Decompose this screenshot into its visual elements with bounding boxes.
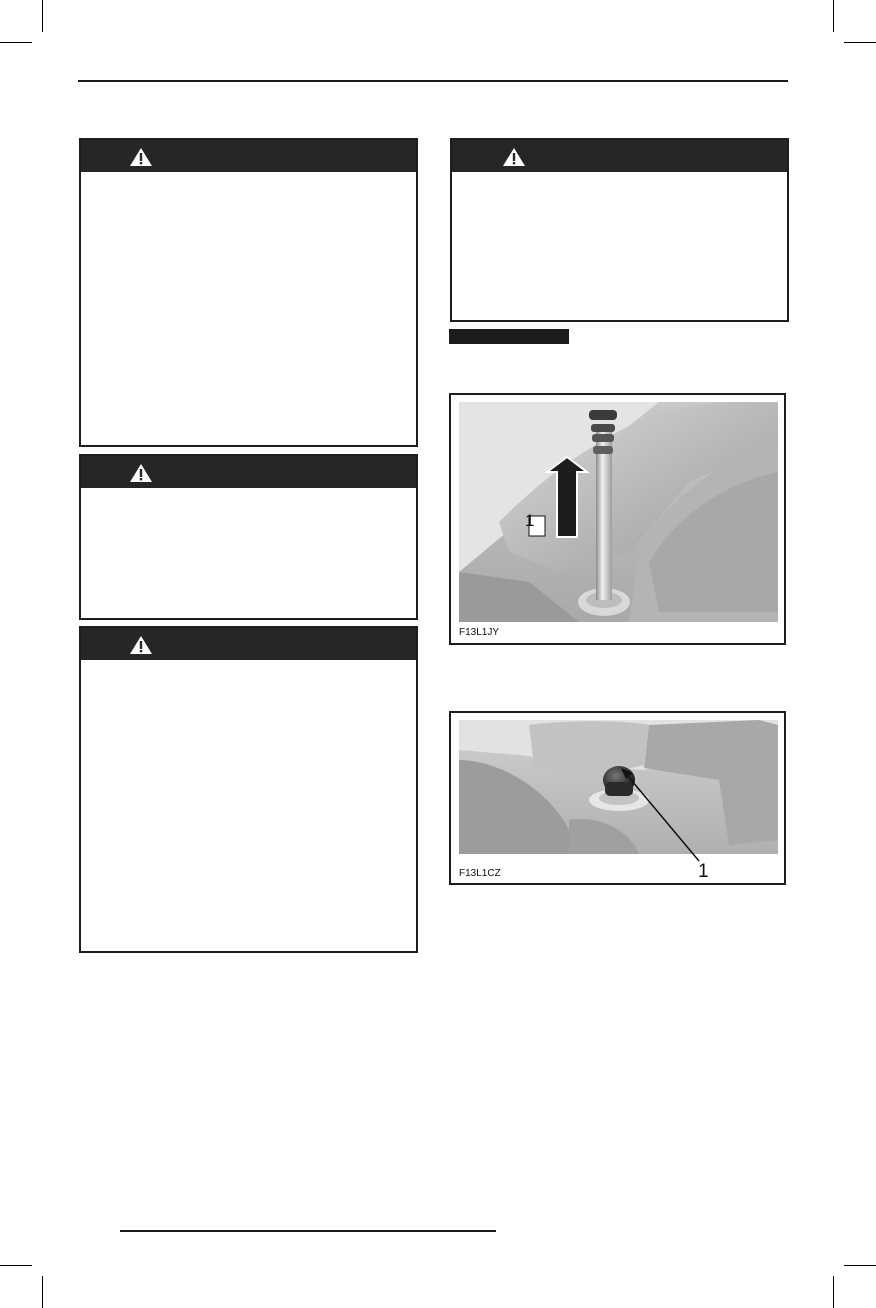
crop-mark — [42, 1276, 43, 1308]
warning-box-2 — [79, 454, 418, 620]
crop-mark — [0, 1265, 32, 1266]
callout-number: 1 — [698, 861, 709, 882]
figure-2 — [449, 711, 786, 885]
crop-mark — [42, 0, 43, 32]
crop-mark — [0, 42, 32, 43]
warning-box-1 — [79, 138, 418, 447]
warning-header — [81, 628, 416, 660]
footer-rule — [120, 1230, 496, 1232]
warning-header — [81, 456, 416, 488]
figure-code: F13L1JY — [459, 627, 500, 638]
callout-leader-line — [451, 713, 788, 887]
section-label-bar — [449, 329, 569, 344]
crop-mark — [833, 1276, 834, 1308]
callout-number: 1 — [525, 511, 535, 530]
warning-box-3 — [79, 626, 418, 953]
warning-triangle-icon — [129, 147, 153, 167]
warning-header — [452, 140, 787, 172]
header-rule — [78, 80, 788, 82]
warning-header — [81, 140, 416, 172]
crop-mark — [844, 1265, 876, 1266]
seat-post-photo — [459, 402, 778, 622]
warning-box-4 — [450, 138, 789, 322]
warning-triangle-icon — [502, 147, 526, 167]
warning-triangle-icon — [129, 463, 153, 483]
figure-1 — [449, 393, 786, 645]
crop-mark — [844, 42, 876, 43]
figure-code: F13L1CZ — [459, 868, 501, 879]
warning-triangle-icon — [129, 635, 153, 655]
crop-mark — [833, 0, 834, 32]
